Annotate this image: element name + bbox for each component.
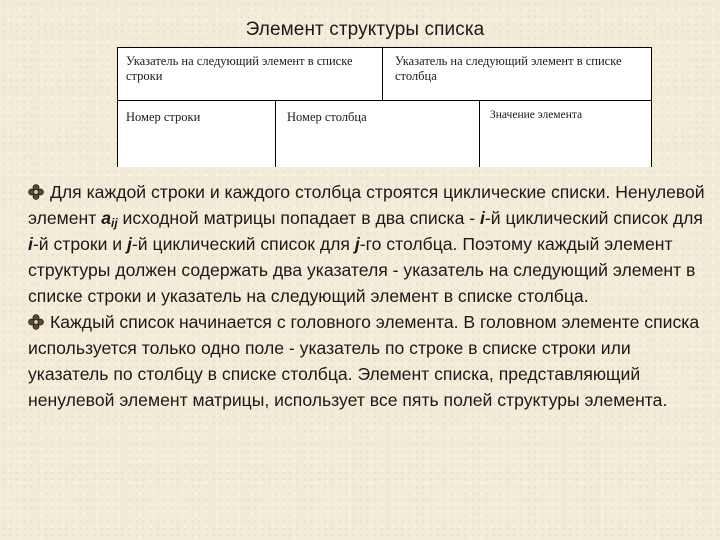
flower-bullet-icon — [28, 314, 44, 330]
column-number-field: Номер столбца — [276, 101, 480, 167]
index-i: i — [28, 234, 33, 254]
matrix-element-index: ij — [110, 216, 118, 230]
matrix-element-var: a — [101, 208, 111, 228]
body-text — [28, 179, 712, 413]
list-element-structure-diagram — [117, 47, 652, 167]
text-segment: -й строки и — [32, 234, 128, 254]
flower-bullet-icon — [28, 184, 44, 200]
text-segment: -й циклический список для — [131, 234, 355, 254]
element-value-field: Значение элемента — [490, 109, 583, 121]
index-i: i — [480, 208, 485, 228]
index-j: j — [354, 234, 360, 254]
paragraph-head-element — [28, 309, 712, 413]
column-pointer-field: Указатель на следующий элемент в списке столбца — [383, 48, 651, 101]
index-j: j — [127, 234, 132, 254]
row-number-field: Номер строки — [118, 101, 276, 167]
slide-title: Элемент структуры списка — [245, 19, 485, 40]
paragraph-cyclic-lists — [28, 179, 712, 309]
text-segment: -й циклический список для — [484, 208, 703, 228]
text-segment: Для каждой строки и каждого столбца строятся циклические списки. Ненулевой элемент — [28, 182, 705, 228]
row-pointer-field: Указатель на следующий элемент в списке строки — [118, 48, 383, 101]
text-segment: исходной матрицы попадает в два списка - — [117, 208, 481, 228]
text-segment: Каждый список начинается с головного элемента. В головном элементе списка используется только одно поле - указатель по строке в списке строки или указатель по столбцу в списке столбца. Элемент списка, представляющий ненулевой элемент матрицы, использует все пять полей структуры элемента. — [28, 312, 700, 410]
text-segment: -го столбца. Поэтому каждый элемент структуры должен содержать два указателя - указатель на следующий элемент в списке строки и указатель на следующий элемент в списке столбца. — [28, 234, 696, 306]
